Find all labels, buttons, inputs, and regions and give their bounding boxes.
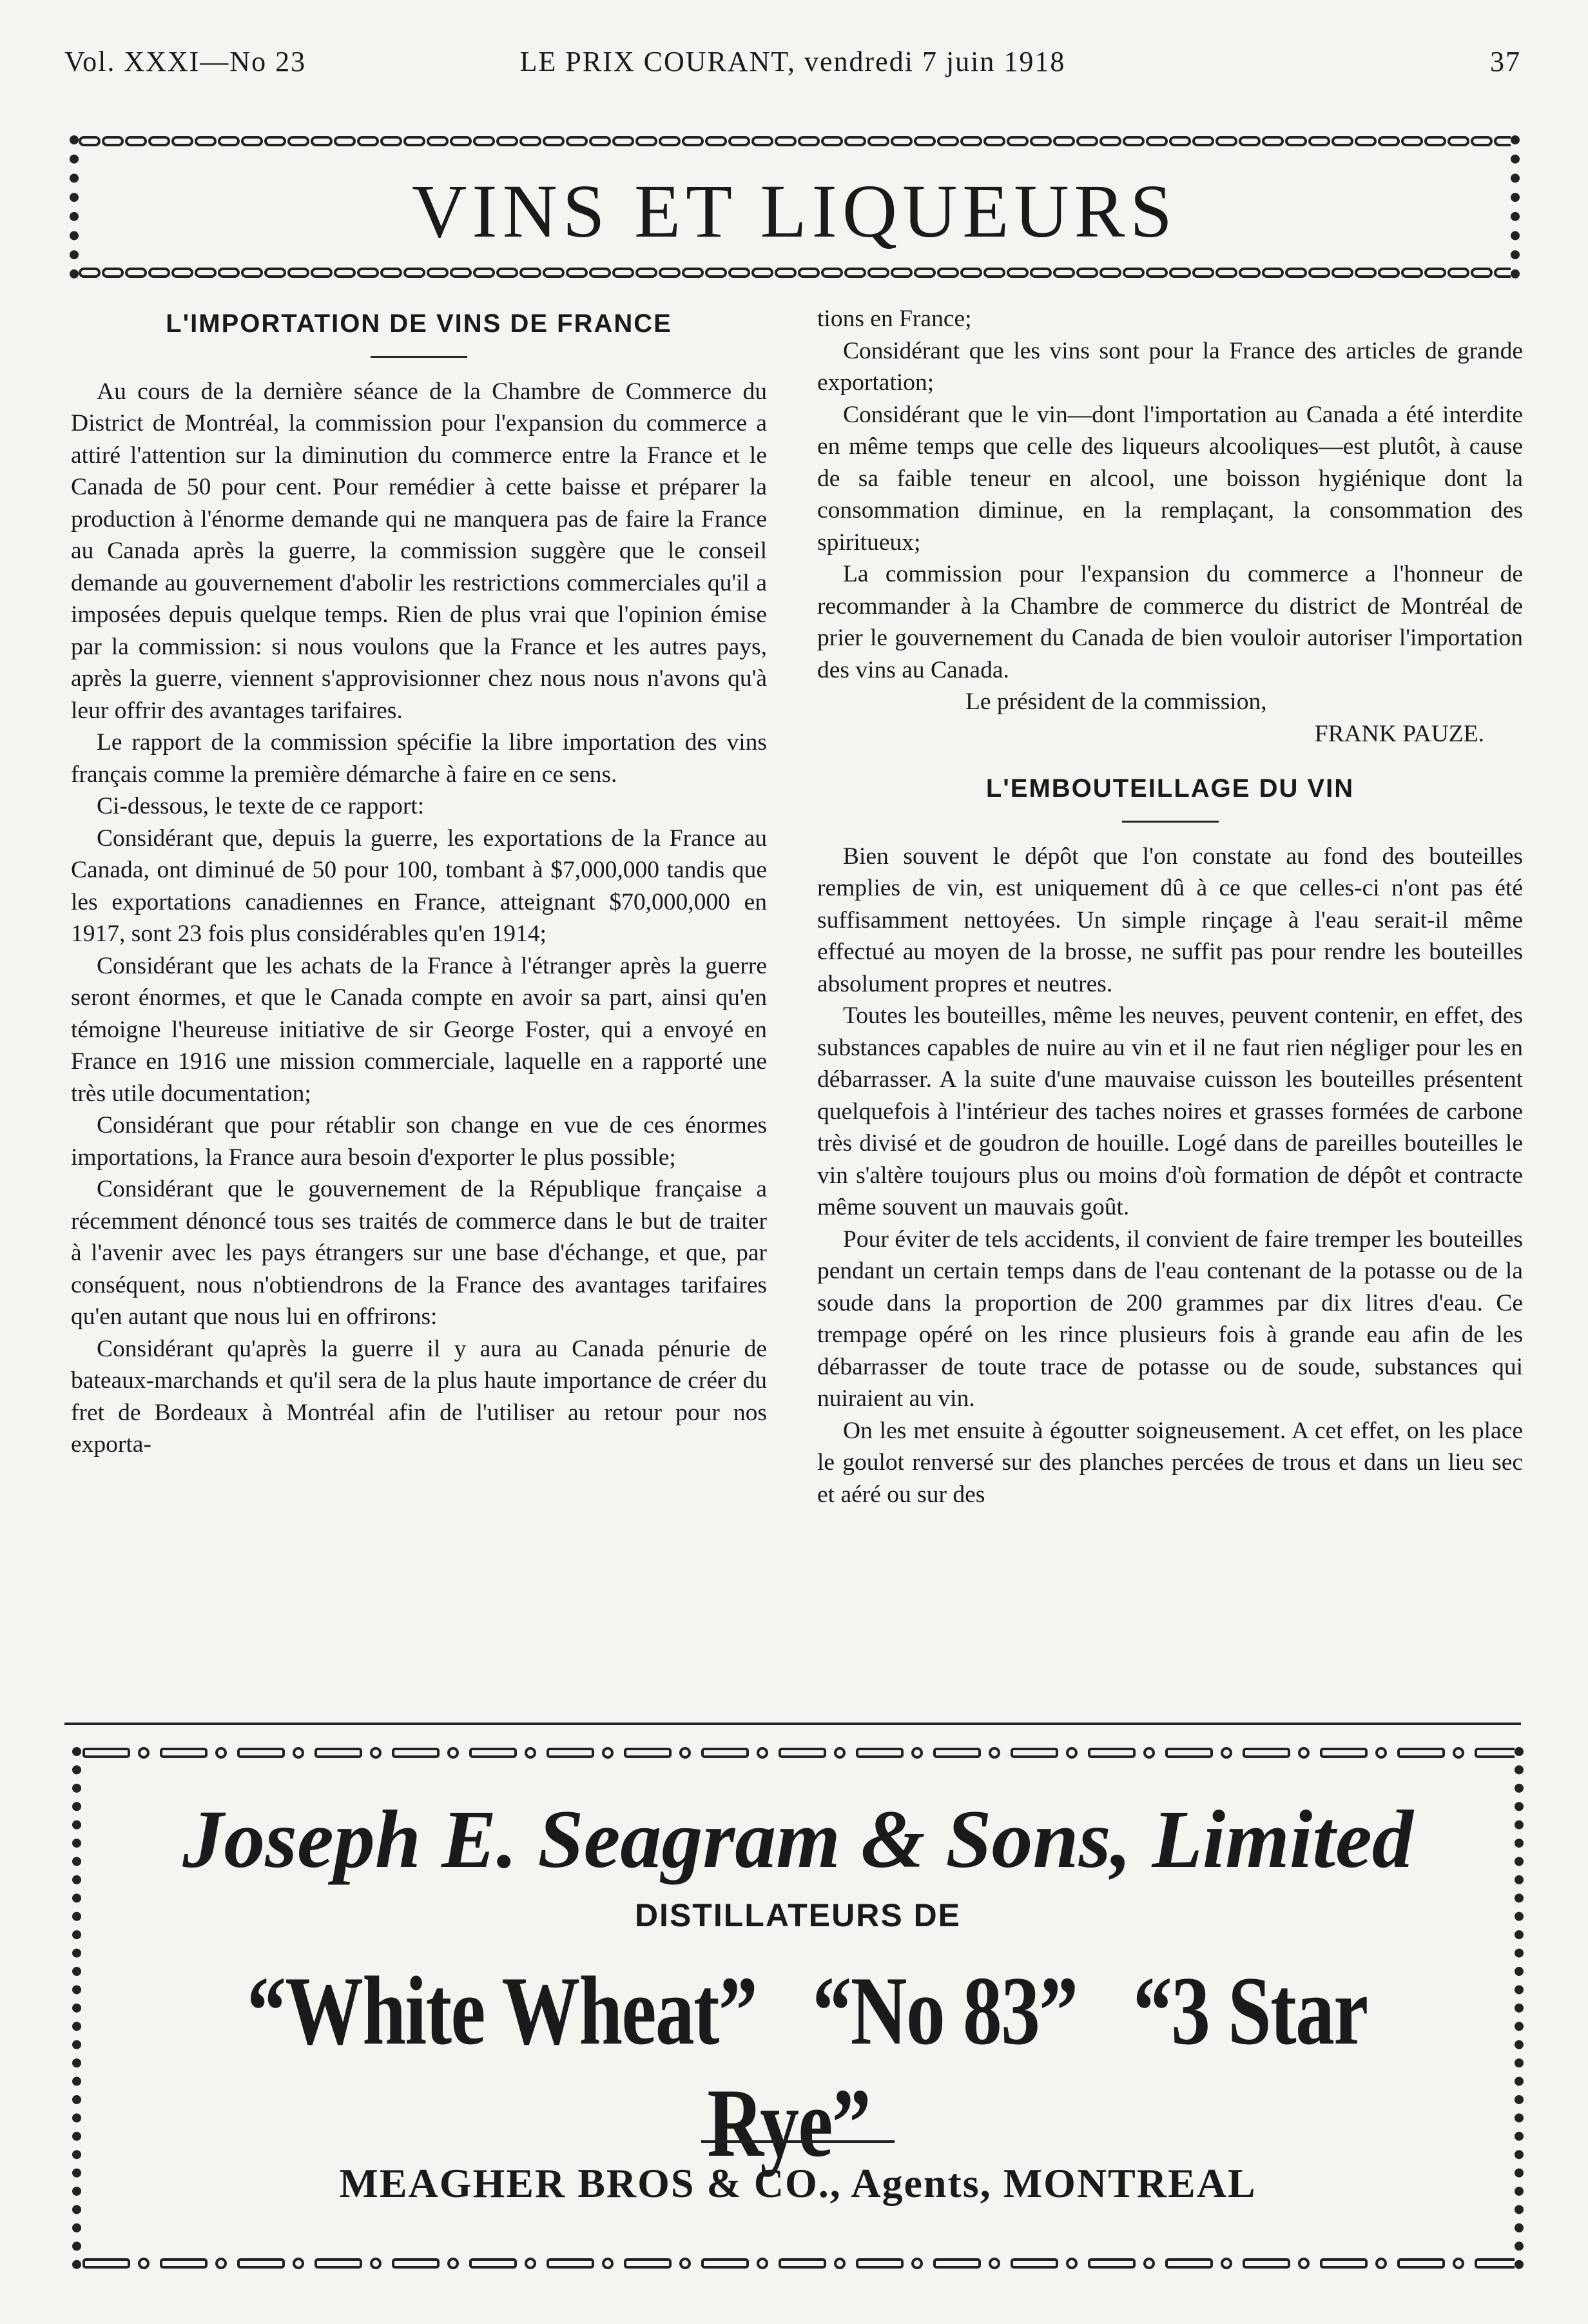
section-banner (70, 135, 1520, 278)
banner-bottom-chain-border (79, 267, 1511, 278)
signature-line: Le président de la commission, (965, 688, 1267, 715)
article-paragraph: Au cours de la dernière séance de la Chambre de Commerce du District de Montréal, la commission pour l'expansion du commerce a attiré l'attention sur la diminution du commerce entre la France et le Canada de 50 pour cent. Pour remédier à cette baisse et préparer la production à l'énorme demande qui ne manquera pas de faire la France au Canada après la guerre, la commission suggère que le conseil demande au gouvernement d'abolir les restrictions commerciales qu'il a imposées depuis quelque temps. Rien de plus vrai que l'opinion émise par la commission: si nous voulons que la France et les autres pays, après la guerre, viennent s'approvisionner chez nous nous n'avons qu'à leur offrir des avantages tarifaires. (71, 378, 767, 724)
article-paragraph: Le rapport de la commission spécifie la libre importation des vins français comme la première démarche à faire en ce sens. (71, 729, 767, 788)
running-head (64, 45, 1521, 84)
article-paragraph: tions en France; (817, 306, 972, 332)
article-paragraph: Ci-dessous, le texte de ce rapport: (97, 793, 425, 819)
article-paragraph: Considérant que les vins sont pour la France des articles de grande exportation; (817, 337, 1523, 396)
article-paragraph: Considérant que pour rétablir son change en vue de ces énormes importations, la France aura besoin d'exporter le plus possible; (71, 1112, 767, 1171)
page-number: 37 (1490, 46, 1521, 77)
signature-name: FRANK PAUZE. (1314, 720, 1484, 747)
section-divider (64, 1723, 1521, 1725)
ad-top-chain-border (81, 1747, 1515, 1759)
left-column (71, 303, 767, 1708)
section-title: VINS ET LIQUEURS (412, 169, 1177, 253)
banner-top-chain-border (79, 135, 1511, 147)
ad-agents: MEAGHER BROS & CO., Agents, MONTREAL (339, 2160, 1257, 2206)
brand-3-star-rye: “3 Star Rye” (707, 1957, 1368, 2177)
article-paragraph: Considérant que le gouvernement de la République française a récemment dénoncé tous ses traités de commerce dans le but de traiter à l'avenir avec les pays étrangers sur une base d'échange, et que, par conséquent, nous n'obtiendrons de la France des avantages tarifaires qu'en autant que nous lui en offrirons: (71, 1176, 767, 1330)
article-paragraph: Toutes les bouteilles, même les neuves, peuvent contenir, en effet, des substances capables de nuire au vin et il ne faut rien négliger pour les en débarrasser. A la suite d'une mauvaise cuisson les bouteilles présentent quelquefois à l'intérieur des taches noires et grasses formées de carbone très divisé et de goudron de houille. Logé dans de pareilles bouteilles le vin s'altère toujours plus ou moins d'où formation de dépôt et contracte même souvent un mauvais goût. (817, 1002, 1523, 1220)
article-paragraph: Considérant que le vin—dont l'importation au Canada a été interdite en même temps que celle des liqueurs alcooliques—est plutôt, à cause de sa faible teneur en alcool, une boisson hygiénique dont la consommation diminue, en la remplaçant, la consommation des spiritueux; (817, 401, 1523, 556)
article-paragraph: On les met ensuite à égoutter soigneusement. A cet effet, on les place le goulot renversé sur des planches percées de trous et dans un lieu sec et aéré ou sur des (817, 1417, 1523, 1508)
seagram-advertisement (72, 1747, 1524, 2269)
brand-white-wheat: “White Wheat” (247, 1957, 757, 2065)
heading-rule (371, 356, 467, 358)
article-paragraph: Considérant qu'après la guerre il y aura au Canada pénurie de bateaux-marchands et qu'il sera de la plus haute importance de créer du fret de Bordeaux à Montréal afin de l'utiliser au retour pour nos exporta- (71, 1335, 767, 1458)
journal-title-date: LE PRIX COURANT, vendredi 7 juin 1918 (519, 46, 1066, 77)
ad-bottom-chain-border (81, 2258, 1515, 2269)
article-paragraph: Bien souvent le dépôt que l'on constate au fond des bouteilles remplies de vin, est uniquement dû à ce que celles-ci n'ont pas été suffisamment nettoyées. Un simple rinçage à l'eau serait-il même effectué au moyen de la brosse, ne suffit pas pour rendre les bouteilles absolument propres et neutres. (817, 843, 1523, 997)
right-column (817, 303, 1523, 1708)
ad-subtitle: DISTILLATEURS DE (634, 1897, 962, 1933)
article-heading-importation: L'IMPORTATION DE VINS DE FRANCE (166, 309, 672, 338)
article-paragraph: La commission pour l'expansion du commerce a l'honneur de recommander à la Chambre de commerce du district de Montréal de prier le gouvernement du Canada de bien vouloir autoriser l'importation des vins au Canada. (817, 561, 1523, 683)
brand-no-83: “No 83” (812, 1957, 1078, 2065)
ad-rule (701, 2140, 895, 2143)
article-paragraph: Pour éviter de tels accidents, il convient de faire tremper les bouteilles pendant un certain temps dans de l'eau contenant de la potasse ou de la soude dans la proportion de 200 grammes par dix litres d'eau. Ce trempage opéré on les rince plusieurs fois à grande eau afin de les débarrasser de toute trace de potasse ou de soude, substances qui nuiraient au vin. (817, 1225, 1523, 1412)
article-heading-embouteillage: L'EMBOUTEILLAGE DU VIN (985, 774, 1355, 803)
volume-number: Vol. XXXI—No 23 (64, 46, 307, 77)
ad-brand-list (224, 1955, 1371, 2179)
heading-rule (1122, 821, 1219, 823)
ad-company-name: Joseph E. Seagram & Sons, Limited (182, 1793, 1413, 1885)
article-paragraph: Considérant que les achats de la France à l'étranger après la guerre seront énormes, et que le Canada compte en avoir sa part, ainsi qu'en témoigne l'heureuse initiative de sir George Foster, qui a envoyé en France en 1916 une mission commerciale, laquelle en a rapporté une très utile documentation; (71, 952, 767, 1107)
article-paragraph: Considérant que, depuis la guerre, les exportations de la France au Canada, ont diminué de 50 pour 100, tombant à $7,000,000 tandis que les exportations canadiennes en France, atteignant $70,000,000 en 1917, sont 23 fois plus considérables qu'en 1914; (71, 825, 767, 947)
